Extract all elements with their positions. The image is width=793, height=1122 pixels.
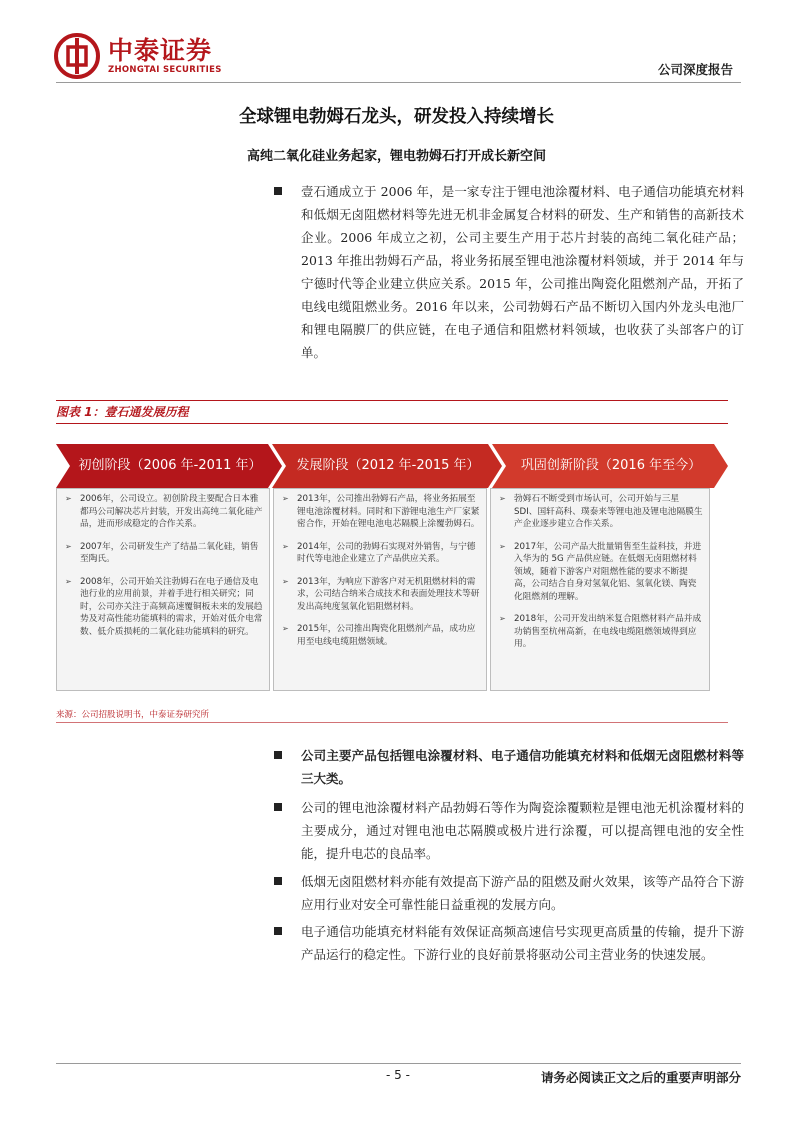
logo-english-name: ZHONGTAI SECURITIES: [108, 64, 222, 75]
intro-text: 壹石通成立于 2006 年，是一家专注于锂电池涂覆材料、电子通信功能填充材料和低烟无卤阻燃材料等先进无机非金属复合材料的研发、生产和销售的高新技术企业。2006 年成立之初，公司主要生产用于芯片封装的高纯二氧化硅产品；2013 年推出勃姆石产品，将业务拓展至锂电池涂覆材料领域，并于 2014 年与宁德时代等企业建立供应关系。2015 年，公司推出陶瓷化阻燃剂产品，开拓了电线电缆阻燃业务。2016 年以来，公司勃姆石产品不断切入国内外龙头电池厂和锂电隔膜厂的供应链，在电子通信和阻燃材料领域，也收获了头部客户的订单。: [301, 184, 744, 360]
list-item: ➢ 2018年，公司开发出纳米复合阻燃材料产品并成功销售至杭州高新，在电线电缆阻燃领域得到应用。: [499, 614, 702, 649]
arrow-bullet-icon: ➢: [499, 494, 506, 503]
bullet-square-icon: [274, 803, 282, 811]
stage-column-2: [273, 488, 487, 691]
bullet-square-icon: [274, 187, 282, 195]
list-item: ➢ 2007年，公司研发生产了结晶二氧化硅，销售至陶氏。: [65, 541, 259, 564]
bullet-square-icon: [274, 877, 282, 885]
product-text-1: 公司的锂电池涂覆材料产品勃姆石等作为陶瓷涂覆颗粒是锂电池无机涂覆材料的主要成分，通过对锂电池电芯隔膜或极片进行涂覆，可以提高锂电池的安全性能，提升电芯的良品率。: [301, 800, 744, 861]
arrow-bullet-icon: ➢: [282, 576, 289, 586]
arrow-bullet-icon: ➢: [282, 494, 289, 503]
report-type: 公司深度报告: [657, 62, 733, 77]
stage-column-3: [490, 488, 710, 691]
arrow-bullet-icon: ➢: [499, 541, 506, 551]
product-text-3: 电子通信功能填充材料能有效保证高频高速信号实现更高质量的传输，提升下游产品运行的稳定性。下游行业的良好前景将驱动公司主营业务的快速发展。: [301, 924, 744, 962]
stage-label-1: 初创阶段（2006 年-2011 年）: [78, 458, 262, 473]
list-item: ➢ 2015年，公司推出陶瓷化阻燃剂产品，成功应用至电线电缆阻燃领域。: [282, 624, 476, 647]
stage-column-1: [56, 488, 270, 691]
figure-source: 来源：公司招股说明书，中泰证券研究所: [56, 710, 210, 720]
list-item: ➢ 勃姆石不断受到市场认可，公司开始与三星 SDI、国轩高科、璞泰来等锂电池及锂电池隔膜生产企业逐步建立合作关系。: [499, 494, 703, 529]
bullet-square-icon: [274, 751, 282, 759]
list-item: ➢ 2017年，公司产品大批量销售至生益科技，并进入华为的 5G 产品供应链。在低烟无卤阻燃材料领域，随着下游客户对阻燃性能的要求不断提高，公司结合自身对氢氧化铝、氢氧化镁、陶瓷化阻燃剂的理解。: [499, 541, 702, 602]
stage-label-3: 巩固创新阶段（2016 年至今）: [520, 458, 702, 473]
list-item: ➢ 2014年，公司的勃姆石实现对外销售，与宁德时代等电池企业建立了产品供应关系。: [282, 541, 476, 564]
arrow-bullet-icon: ➢: [65, 494, 72, 503]
figure-bottom-rule: [56, 722, 728, 723]
arrow-bullet-icon: ➢: [282, 624, 289, 633]
footer-divider: [56, 1063, 741, 1064]
page-number: - 5 -: [386, 1068, 410, 1082]
list-item: ➢ 2013年，为响应下游客户对无机阻燃材料的需求，公司结合纳米合成技术和表面处理技术等研发出高纯度氢氧化铝阻燃材料。: [282, 576, 480, 612]
products-headline-item: [274, 744, 744, 790]
intro-paragraph: [274, 180, 744, 364]
figure-caption: 图表 1：壹石通发展历程: [56, 405, 189, 419]
arrow-bullet-icon: ➢: [65, 576, 72, 586]
timeline-arrows: [56, 444, 728, 488]
logo-chinese-name: 中泰证券: [108, 35, 213, 65]
page-title: 全球锂电勃姆石龙头，研发投入持续增长: [239, 107, 554, 127]
figure-top-rule: [56, 400, 728, 401]
figure-caption-rule: [56, 423, 728, 424]
list-item: ➢ 2013年，公司推出勃姆石产品，将业务拓展至锂电池涂覆材料。同时和下游锂电池生产厂家紧密合作，开始在锂电池电芯隔膜上涂覆勃姆石。: [282, 494, 480, 529]
arrow-bullet-icon: ➢: [65, 541, 72, 551]
header-divider: [56, 82, 741, 83]
footer-disclaimer: 请务必阅读正文之后的重要声明部分: [540, 1070, 741, 1085]
product-bullet-1: [274, 796, 744, 865]
product-bullet-3: [274, 920, 744, 966]
products-headline: 公司主要产品包括锂电涂覆材料、电子通信功能填充材料和低烟无卤阻燃材料等三大类。: [301, 748, 744, 786]
list-item: ➢ 2006年，公司设立。初创阶段主要配合日本雅都玛公司解决芯片封装，开发出高纯二氧化硅产品，进而形成稳定的合作关系。: [65, 494, 263, 529]
bullet-square-icon: [274, 927, 282, 935]
zhongtai-logo-icon: [54, 33, 100, 79]
arrow-bullet-icon: ➢: [282, 541, 289, 551]
product-bullet-2: [274, 870, 744, 916]
stage-label-2: 发展阶段（2012 年-2015 年）: [296, 458, 480, 473]
list-item: ➢ 2008年，公司开始关注勃姆石在电子通信及电池行业的应用前景，并着手进行相关研究；同时，公司亦关注于高频高速覆铜板未来的发展趋势及对高性能功能填料的需求，开始对低介电常数、低介质损耗的二氧化硅功能填料的研究。: [65, 576, 263, 637]
product-text-2: 低烟无卤阻燃材料亦能有效提高下游产品的阻燃及耐火效果，该等产品符合下游应用行业对安全可靠性能日益重视的发展方向。: [301, 874, 744, 912]
section-subtitle: 高纯二氧化硅业务起家，锂电勃姆石打开成长新空间: [246, 149, 546, 164]
arrow-bullet-icon: ➢: [499, 614, 506, 623]
company-logo: [54, 33, 222, 79]
